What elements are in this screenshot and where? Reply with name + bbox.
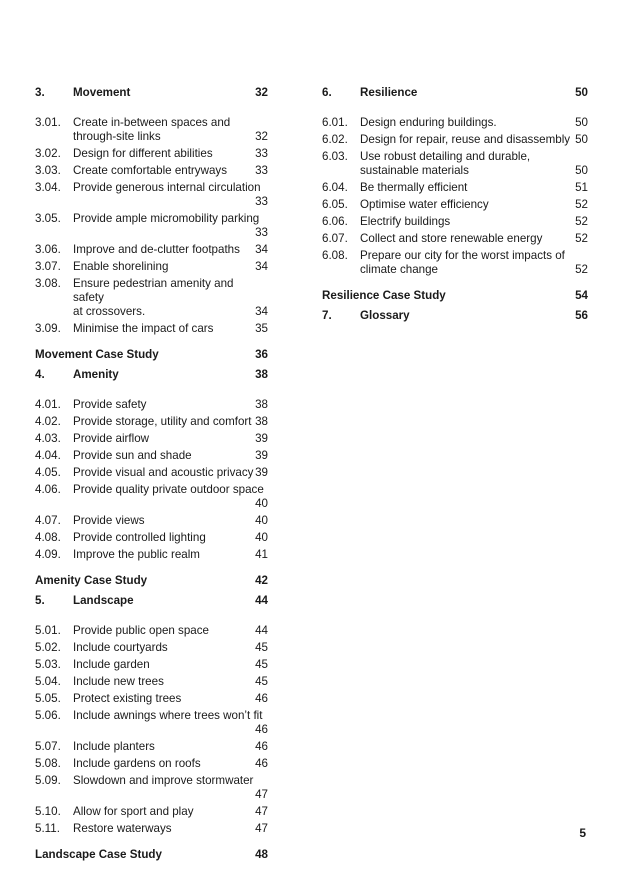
entry-title-line: Prepare our city for the worst impacts of	[360, 249, 565, 262]
entry-title-line: Design for different abilities	[73, 147, 213, 160]
entry-number: 4.02.	[35, 415, 61, 428]
entry-number: 3.07.	[35, 260, 61, 273]
entry-page: 46	[255, 757, 268, 770]
entry-number: 5.11.	[35, 822, 60, 835]
section-page: 38	[255, 368, 268, 381]
entry-page: 33	[255, 147, 268, 160]
entry-title-line: sustainable materials	[360, 164, 469, 177]
entry-title-line: Minimise the impact of cars	[73, 322, 214, 335]
entry-title-line: Restore waterways	[73, 822, 172, 835]
entry-page: 50	[575, 116, 588, 129]
entry-number: 5.08.	[35, 757, 61, 770]
case-study-amenity[interactable]	[35, 574, 268, 588]
entry-title-line: Provide sun and shade	[73, 449, 192, 462]
entry-number: 4.04.	[35, 449, 61, 462]
entry-page: 39	[255, 466, 268, 479]
toc-entry[interactable]	[322, 181, 588, 195]
entry-number: 3.01.	[35, 116, 61, 129]
entry-page: 39	[255, 449, 268, 462]
entry-page: 38	[255, 415, 268, 428]
toc-entry[interactable]	[35, 774, 268, 802]
toc-entry[interactable]	[322, 150, 588, 178]
entry-number: 5.04.	[35, 675, 61, 688]
section-heading-movement[interactable]	[35, 86, 268, 100]
toc-column-left	[35, 86, 268, 868]
toc-entry[interactable]	[35, 658, 268, 672]
entry-number: 5.10.	[35, 805, 61, 818]
entry-number: 6.07.	[322, 232, 348, 245]
toc-entry[interactable]	[35, 624, 268, 638]
entry-page: 33	[255, 226, 268, 239]
case-study-resilience[interactable]	[322, 289, 588, 303]
toc-entry[interactable]	[322, 215, 588, 229]
toc-entry[interactable]	[35, 757, 268, 771]
entry-page: 52	[575, 263, 588, 276]
case-study-page: 54	[575, 289, 588, 302]
entry-title-line: Electrify buildings	[360, 215, 451, 228]
entry-number: 6.04.	[322, 181, 348, 194]
case-study-title: Amenity Case Study	[35, 574, 148, 587]
toc-entry[interactable]	[35, 449, 268, 463]
toc-entry[interactable]	[35, 805, 268, 819]
section-heading-glossary[interactable]	[322, 309, 588, 323]
toc-entry[interactable]	[322, 232, 588, 246]
entry-number: 3.04.	[35, 181, 61, 194]
entry-number: 3.09.	[35, 322, 61, 335]
entry-number: 4.09.	[35, 548, 61, 561]
entry-title-line: through-site links	[73, 130, 161, 143]
entry-title-line: Protect existing trees	[73, 692, 182, 705]
entry-number: 4.03.	[35, 432, 61, 445]
entry-number: 5.02.	[35, 641, 61, 654]
toc-entry[interactable]	[322, 116, 588, 130]
entry-title-line: Create comfortable entryways	[73, 164, 228, 177]
entry-title-line: Collect and store renewable energy	[360, 232, 543, 245]
section-page: 50	[575, 86, 588, 99]
case-study-movement[interactable]	[35, 348, 268, 362]
section-title: Glossary	[360, 309, 410, 322]
entry-title-line: Include awnings where trees won’t fit	[73, 709, 263, 722]
toc-entry[interactable]	[35, 260, 268, 274]
toc-entry[interactable]	[35, 548, 268, 562]
entry-title-line: Slowdown and improve stormwater	[73, 774, 254, 787]
toc-column-right	[322, 86, 588, 339]
entry-page: 44	[255, 624, 268, 637]
entry-number: 4.07.	[35, 514, 61, 527]
entry-number: 4.01.	[35, 398, 61, 411]
entry-title-line: climate change	[360, 263, 438, 276]
entry-page: 46	[255, 692, 268, 705]
entry-page: 51	[575, 181, 588, 194]
entry-number: 6.02.	[322, 133, 348, 146]
entry-page: 45	[255, 658, 268, 671]
toc-entry[interactable]	[35, 243, 268, 257]
entry-title-line: Provide generous internal circulation	[73, 181, 261, 194]
entry-number: 6.06.	[322, 215, 348, 228]
entry-title-line: Include new trees	[73, 675, 164, 688]
entry-title-line: Create in-between spaces and	[73, 116, 231, 129]
entry-page: 40	[255, 531, 268, 544]
entry-number: 4.08.	[35, 531, 61, 544]
section-heading-amenity[interactable]	[35, 368, 268, 382]
toc-entry[interactable]	[35, 147, 268, 161]
entry-page: 34	[255, 260, 268, 273]
entry-page: 45	[255, 641, 268, 654]
entry-number: 6.03.	[322, 150, 348, 163]
entry-title-line: Design enduring buildings.	[360, 116, 497, 129]
section-title: Resilience	[360, 86, 418, 99]
entry-page: 40	[255, 497, 268, 510]
entry-number: 6.08.	[322, 249, 348, 262]
case-study-title: Resilience Case Study	[322, 289, 446, 302]
entry-number: 3.02.	[35, 147, 61, 160]
entry-title-line: Include courtyards	[73, 641, 168, 654]
entry-number: 5.03.	[35, 658, 61, 671]
entry-page: 47	[255, 805, 268, 818]
entry-title-line: Improve and de-clutter footpaths	[73, 243, 240, 256]
case-study-page: 36	[255, 348, 268, 361]
toc-entry[interactable]	[35, 675, 268, 689]
entry-page: 33	[255, 164, 268, 177]
entry-number: 3.08.	[35, 277, 61, 290]
toc-entry[interactable]	[35, 692, 268, 706]
entry-number: 3.06.	[35, 243, 61, 256]
toc-entry[interactable]	[322, 133, 588, 147]
toc-entry[interactable]	[35, 116, 268, 144]
section-heading-resilience[interactable]	[322, 86, 588, 100]
entry-page: 46	[255, 723, 268, 736]
section-number: 7.	[322, 309, 332, 322]
entry-page: 52	[575, 232, 588, 245]
case-study-title: Landscape Case Study	[35, 848, 162, 861]
section-number: 6.	[322, 86, 332, 99]
entry-number: 5.05.	[35, 692, 61, 705]
entry-title-line: Allow for sport and play	[73, 805, 194, 818]
toc-entry[interactable]	[35, 415, 268, 429]
entry-page: 40	[255, 514, 268, 527]
entry-page: 34	[255, 305, 268, 318]
entry-title-line: Provide visual and acoustic privacy	[73, 466, 254, 479]
toc-entry[interactable]	[35, 514, 268, 528]
toc-entry[interactable]	[35, 432, 268, 446]
case-study-landscape[interactable]	[35, 848, 268, 862]
entry-page: 47	[255, 822, 268, 835]
entry-page: 35	[255, 322, 268, 335]
entry-title-line: Include planters	[73, 740, 155, 753]
entry-list-landscape	[35, 624, 268, 836]
toc-entry[interactable]	[35, 483, 268, 511]
entry-title-line: at crossovers.	[73, 305, 146, 318]
entry-page: 45	[255, 675, 268, 688]
entry-number: 5.09.	[35, 774, 61, 787]
section-page: 44	[255, 594, 268, 607]
entry-title-line: Provide controlled lighting	[73, 531, 206, 544]
toc-entry[interactable]	[35, 641, 268, 655]
section-page: 32	[255, 86, 268, 99]
entry-title-line: Enable shorelining	[73, 260, 169, 273]
entry-title-line: Ensure pedestrian amenity and safety	[73, 277, 234, 304]
section-number: 4.	[35, 368, 45, 381]
entry-page: 46	[255, 740, 268, 753]
case-study-title: Movement Case Study	[35, 348, 159, 361]
entry-number: 4.05.	[35, 466, 61, 479]
toc-entry[interactable]	[322, 249, 588, 277]
section-page: 56	[575, 309, 588, 322]
entry-list-resilience	[322, 116, 588, 277]
toc-entry[interactable]	[35, 466, 268, 480]
toc-entry[interactable]	[35, 322, 268, 336]
entry-number: 5.01.	[35, 624, 61, 637]
entry-number: 3.03.	[35, 164, 61, 177]
entry-title-line: Use robust detailing and durable,	[360, 150, 531, 163]
entry-title-line: Provide airflow	[73, 432, 150, 445]
entry-page: 32	[255, 130, 268, 143]
entry-page: 34	[255, 243, 268, 256]
entry-title-line: Include garden	[73, 658, 150, 671]
page-number: 5	[579, 826, 586, 840]
entry-title-line: Optimise water efficiency	[360, 198, 489, 211]
toc-entry[interactable]	[35, 531, 268, 545]
entry-page: 33	[255, 195, 268, 208]
entry-number: 6.01.	[322, 116, 348, 129]
entry-title-line: Provide ample micromobility parking	[73, 212, 260, 225]
entry-title-line: Be thermally efficient	[360, 181, 468, 194]
toc-entry[interactable]	[35, 181, 268, 209]
toc-entry[interactable]	[322, 198, 588, 212]
entry-list-movement	[35, 116, 268, 336]
entry-page: 52	[575, 215, 588, 228]
toc-entry[interactable]	[35, 212, 268, 240]
entry-page: 50	[575, 133, 588, 146]
toc-entry[interactable]	[35, 740, 268, 754]
case-study-page: 42	[255, 574, 268, 587]
toc-entry[interactable]	[35, 164, 268, 178]
section-title: Landscape	[73, 594, 134, 607]
section-title: Amenity	[73, 368, 119, 381]
toc-entry[interactable]	[35, 398, 268, 412]
entry-page: 50	[575, 164, 588, 177]
section-heading-landscape[interactable]	[35, 594, 268, 608]
entry-title-line: Include gardens on roofs	[73, 757, 201, 770]
entry-title-line: Provide safety	[73, 398, 147, 411]
entry-page: 41	[255, 548, 268, 561]
entry-page: 39	[255, 432, 268, 445]
entry-title-line: Design for repair, reuse and disassembly	[360, 133, 571, 146]
section-number: 3.	[35, 86, 45, 99]
entry-title-line: Provide storage, utility and comfort	[73, 415, 252, 428]
entry-number: 3.05.	[35, 212, 61, 225]
entry-page: 52	[575, 198, 588, 211]
section-title: Movement	[73, 86, 131, 99]
entry-title-line: Provide views	[73, 514, 145, 527]
entry-title-line: Provide quality private outdoor space	[73, 483, 264, 496]
section-number: 5.	[35, 594, 45, 607]
entry-number: 5.07.	[35, 740, 61, 753]
entry-list-amenity	[35, 398, 268, 562]
entry-page: 47	[255, 788, 268, 801]
entry-page: 38	[255, 398, 268, 411]
entry-title-line: Provide public open space	[73, 624, 209, 637]
entry-number: 6.05.	[322, 198, 348, 211]
toc-entry[interactable]	[35, 822, 268, 836]
entry-number: 4.06.	[35, 483, 61, 496]
toc-entry[interactable]	[35, 709, 268, 737]
entry-number: 5.06.	[35, 709, 61, 722]
toc-entry[interactable]	[35, 277, 268, 319]
case-study-page: 48	[255, 848, 268, 861]
entry-title-line: Improve the public realm	[73, 548, 200, 561]
